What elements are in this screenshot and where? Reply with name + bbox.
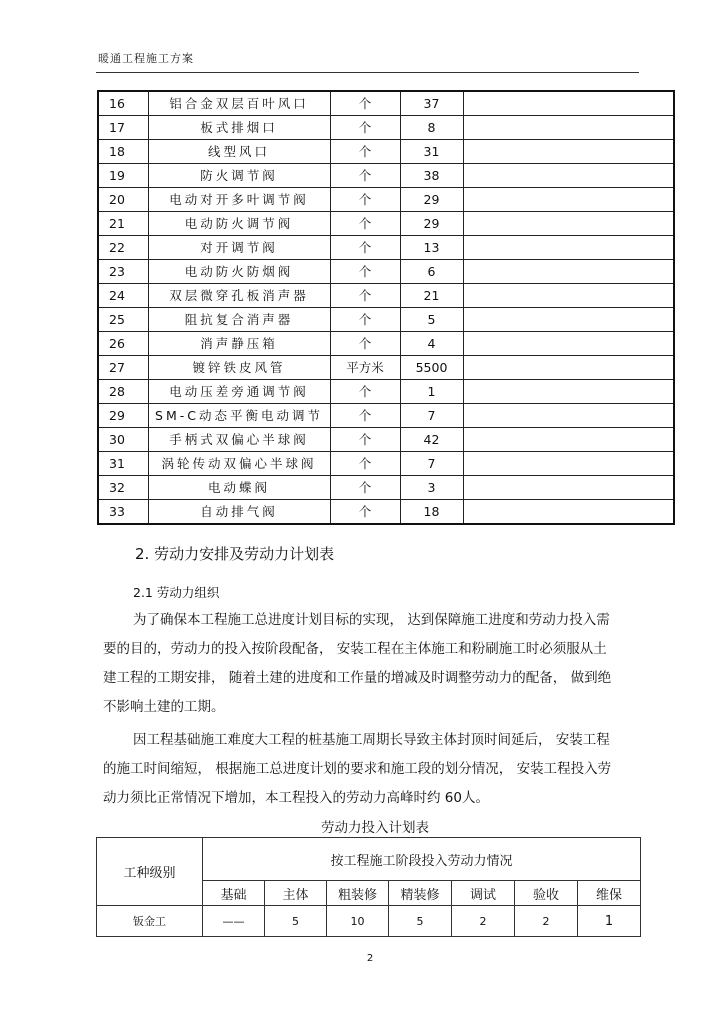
table-row (98, 212, 674, 236)
paragraph-line: 不影响土建的工期。 (103, 699, 225, 715)
remarks-cell (463, 116, 674, 140)
item-quantity: 29 (400, 188, 463, 212)
stage-header: 精装修 (389, 881, 452, 906)
table-row (98, 116, 674, 140)
item-unit: 个 (330, 380, 400, 404)
paragraph-labor-organization (103, 606, 643, 722)
remarks-cell (463, 356, 674, 380)
stage-header: 主体 (265, 881, 327, 906)
item-number: 29 (98, 404, 148, 428)
remarks-cell (463, 260, 674, 284)
item-quantity: 31 (400, 140, 463, 164)
item-unit: 个 (330, 500, 400, 525)
item-name: 镀锌铁皮风管 (148, 356, 330, 380)
remarks-cell (463, 428, 674, 452)
item-name: 手柄式双偏心半球阀 (148, 428, 330, 452)
item-number: 30 (98, 428, 148, 452)
item-number: 17 (98, 116, 148, 140)
remarks-cell (463, 380, 674, 404)
table-row (98, 164, 674, 188)
subsection-title: 2.1 劳动力组织 (133, 585, 220, 600)
table-row (98, 356, 674, 380)
remarks-cell (463, 476, 674, 500)
item-quantity: 18 (400, 500, 463, 525)
item-number: 28 (98, 380, 148, 404)
item-number: 23 (98, 260, 148, 284)
item-number: 27 (98, 356, 148, 380)
item-name: 消声静压箱 (148, 332, 330, 356)
table-row (98, 140, 674, 164)
item-unit: 个 (330, 308, 400, 332)
labor-count: 5 (389, 906, 452, 937)
item-quantity: 37 (400, 91, 463, 116)
item-name: SM-C动态平衡电动调节 (148, 404, 330, 428)
item-name: 电动防火调节阀 (148, 212, 330, 236)
item-number: 26 (98, 332, 148, 356)
item-unit: 个 (330, 188, 400, 212)
remarks-cell (463, 212, 674, 236)
item-name: 电动防火防烟阀 (148, 260, 330, 284)
paragraph-labor-peak (103, 726, 643, 813)
stage-header: 粗装修 (327, 881, 389, 906)
paragraph-line: 为了确保本工程施工总进度计划目标的实现， 达到保障施工进度和劳动力投入需 (133, 612, 610, 628)
table-row (98, 91, 674, 116)
item-name: 对开调节阀 (148, 236, 330, 260)
paragraph-line: 要的目的，劳动力的投入按阶段配备， 安装工程在主体施工和粉刷施工时必须服从土 (103, 641, 607, 657)
item-name: 电动蝶阀 (148, 476, 330, 500)
labor-count: 1 (578, 906, 641, 937)
table-row (98, 260, 674, 284)
page-number: 2 (366, 953, 374, 964)
item-quantity: 21 (400, 284, 463, 308)
item-unit: 个 (330, 212, 400, 236)
item-unit: 个 (330, 116, 400, 140)
table-row (98, 308, 674, 332)
labor-count: 2 (452, 906, 515, 937)
item-quantity: 42 (400, 428, 463, 452)
item-number: 19 (98, 164, 148, 188)
item-name: 阻抗复合消声器 (148, 308, 330, 332)
table-row (98, 284, 674, 308)
item-unit: 个 (330, 452, 400, 476)
item-name: 板式排烟口 (148, 116, 330, 140)
item-unit: 个 (330, 91, 400, 116)
item-unit: 个 (330, 236, 400, 260)
item-name: 电动压差旁通调节阀 (148, 380, 330, 404)
item-name: 线型风口 (148, 140, 330, 164)
remarks-cell (463, 140, 674, 164)
table-row (98, 476, 674, 500)
section-title: 2. 劳动力安排及劳动力计划表 (135, 545, 335, 563)
stage-header: 基础 (203, 881, 265, 906)
item-unit: 个 (330, 164, 400, 188)
item-unit: 个 (330, 332, 400, 356)
labor-count: —— (203, 906, 265, 937)
remarks-cell (463, 308, 674, 332)
item-quantity: 7 (400, 404, 463, 428)
remarks-cell (463, 91, 674, 116)
item-number: 31 (98, 452, 148, 476)
labor-table-title: 劳动力投入计划表 (321, 820, 429, 836)
stage-header: 调试 (452, 881, 515, 906)
remarks-cell (463, 164, 674, 188)
remarks-cell (463, 452, 674, 476)
item-number: 25 (98, 308, 148, 332)
labor-plan-table (96, 837, 641, 937)
stage-group-header: 按工程施工阶段投入劳动力情况 (203, 838, 641, 881)
table-row (98, 380, 674, 404)
document-header: 暖通工程施工方案 (98, 52, 194, 65)
item-quantity: 13 (400, 236, 463, 260)
item-name: 铝合金双层百叶风口 (148, 91, 330, 116)
header-divider (96, 72, 639, 73)
item-unit: 个 (330, 140, 400, 164)
item-quantity: 38 (400, 164, 463, 188)
item-number: 18 (98, 140, 148, 164)
item-name: 双层微穿孔板消声器 (148, 284, 330, 308)
item-number: 16 (98, 91, 148, 116)
item-unit: 个 (330, 428, 400, 452)
item-quantity: 4 (400, 332, 463, 356)
table-row (98, 236, 674, 260)
table-row (98, 500, 674, 525)
item-unit: 个 (330, 260, 400, 284)
paragraph-line: 动力须比正常情况下增加，本工程投入的劳动力高峰时约 60人。 (103, 790, 489, 806)
paragraph-line: 因工程基础施工难度大工程的桩基施工周期长导致主体封顶时间延后， 安装工程 (133, 732, 610, 748)
labor-count: 10 (327, 906, 389, 937)
table-row (98, 188, 674, 212)
labor-count: 5 (265, 906, 327, 937)
item-quantity: 6 (400, 260, 463, 284)
item-number: 33 (98, 500, 148, 525)
table-row (98, 452, 674, 476)
item-quantity: 3 (400, 476, 463, 500)
remarks-cell (463, 500, 674, 525)
table-row (98, 404, 674, 428)
item-number: 21 (98, 212, 148, 236)
item-name: 涡轮传动双偏心半球阀 (148, 452, 330, 476)
table-row (97, 906, 641, 937)
table-row (98, 332, 674, 356)
stage-header: 验收 (515, 881, 578, 906)
item-quantity: 8 (400, 116, 463, 140)
item-number: 24 (98, 284, 148, 308)
remarks-cell (463, 404, 674, 428)
remarks-cell (463, 236, 674, 260)
item-name: 电动对开多叶调节阀 (148, 188, 330, 212)
item-quantity: 7 (400, 452, 463, 476)
labor-count: 2 (515, 906, 578, 937)
item-quantity: 5500 (400, 356, 463, 380)
table-row (98, 428, 674, 452)
remarks-cell (463, 284, 674, 308)
paragraph-line: 的施工时间缩短， 根据施工总进度计划的要求和施工段的划分情况， 安装工程投入劳 (103, 761, 612, 777)
item-number: 32 (98, 476, 148, 500)
item-quantity: 5 (400, 308, 463, 332)
materials-table (97, 90, 675, 525)
item-unit: 平方米 (330, 356, 400, 380)
stage-header: 维保 (578, 881, 641, 906)
item-unit: 个 (330, 404, 400, 428)
item-quantity: 29 (400, 212, 463, 236)
item-unit: 个 (330, 476, 400, 500)
item-quantity: 1 (400, 380, 463, 404)
item-unit: 个 (330, 284, 400, 308)
remarks-cell (463, 188, 674, 212)
item-name: 自动排气阀 (148, 500, 330, 525)
trade-column-header: 工种级别 (97, 838, 203, 906)
item-number: 20 (98, 188, 148, 212)
item-number: 22 (98, 236, 148, 260)
trade-name: 钣金工 (97, 906, 203, 937)
item-name: 防火调节阀 (148, 164, 330, 188)
remarks-cell (463, 332, 674, 356)
paragraph-line: 建工程的工期安排， 随着土建的进度和工作量的增减及时调整劳动力的配备， 做到绝 (103, 670, 612, 686)
